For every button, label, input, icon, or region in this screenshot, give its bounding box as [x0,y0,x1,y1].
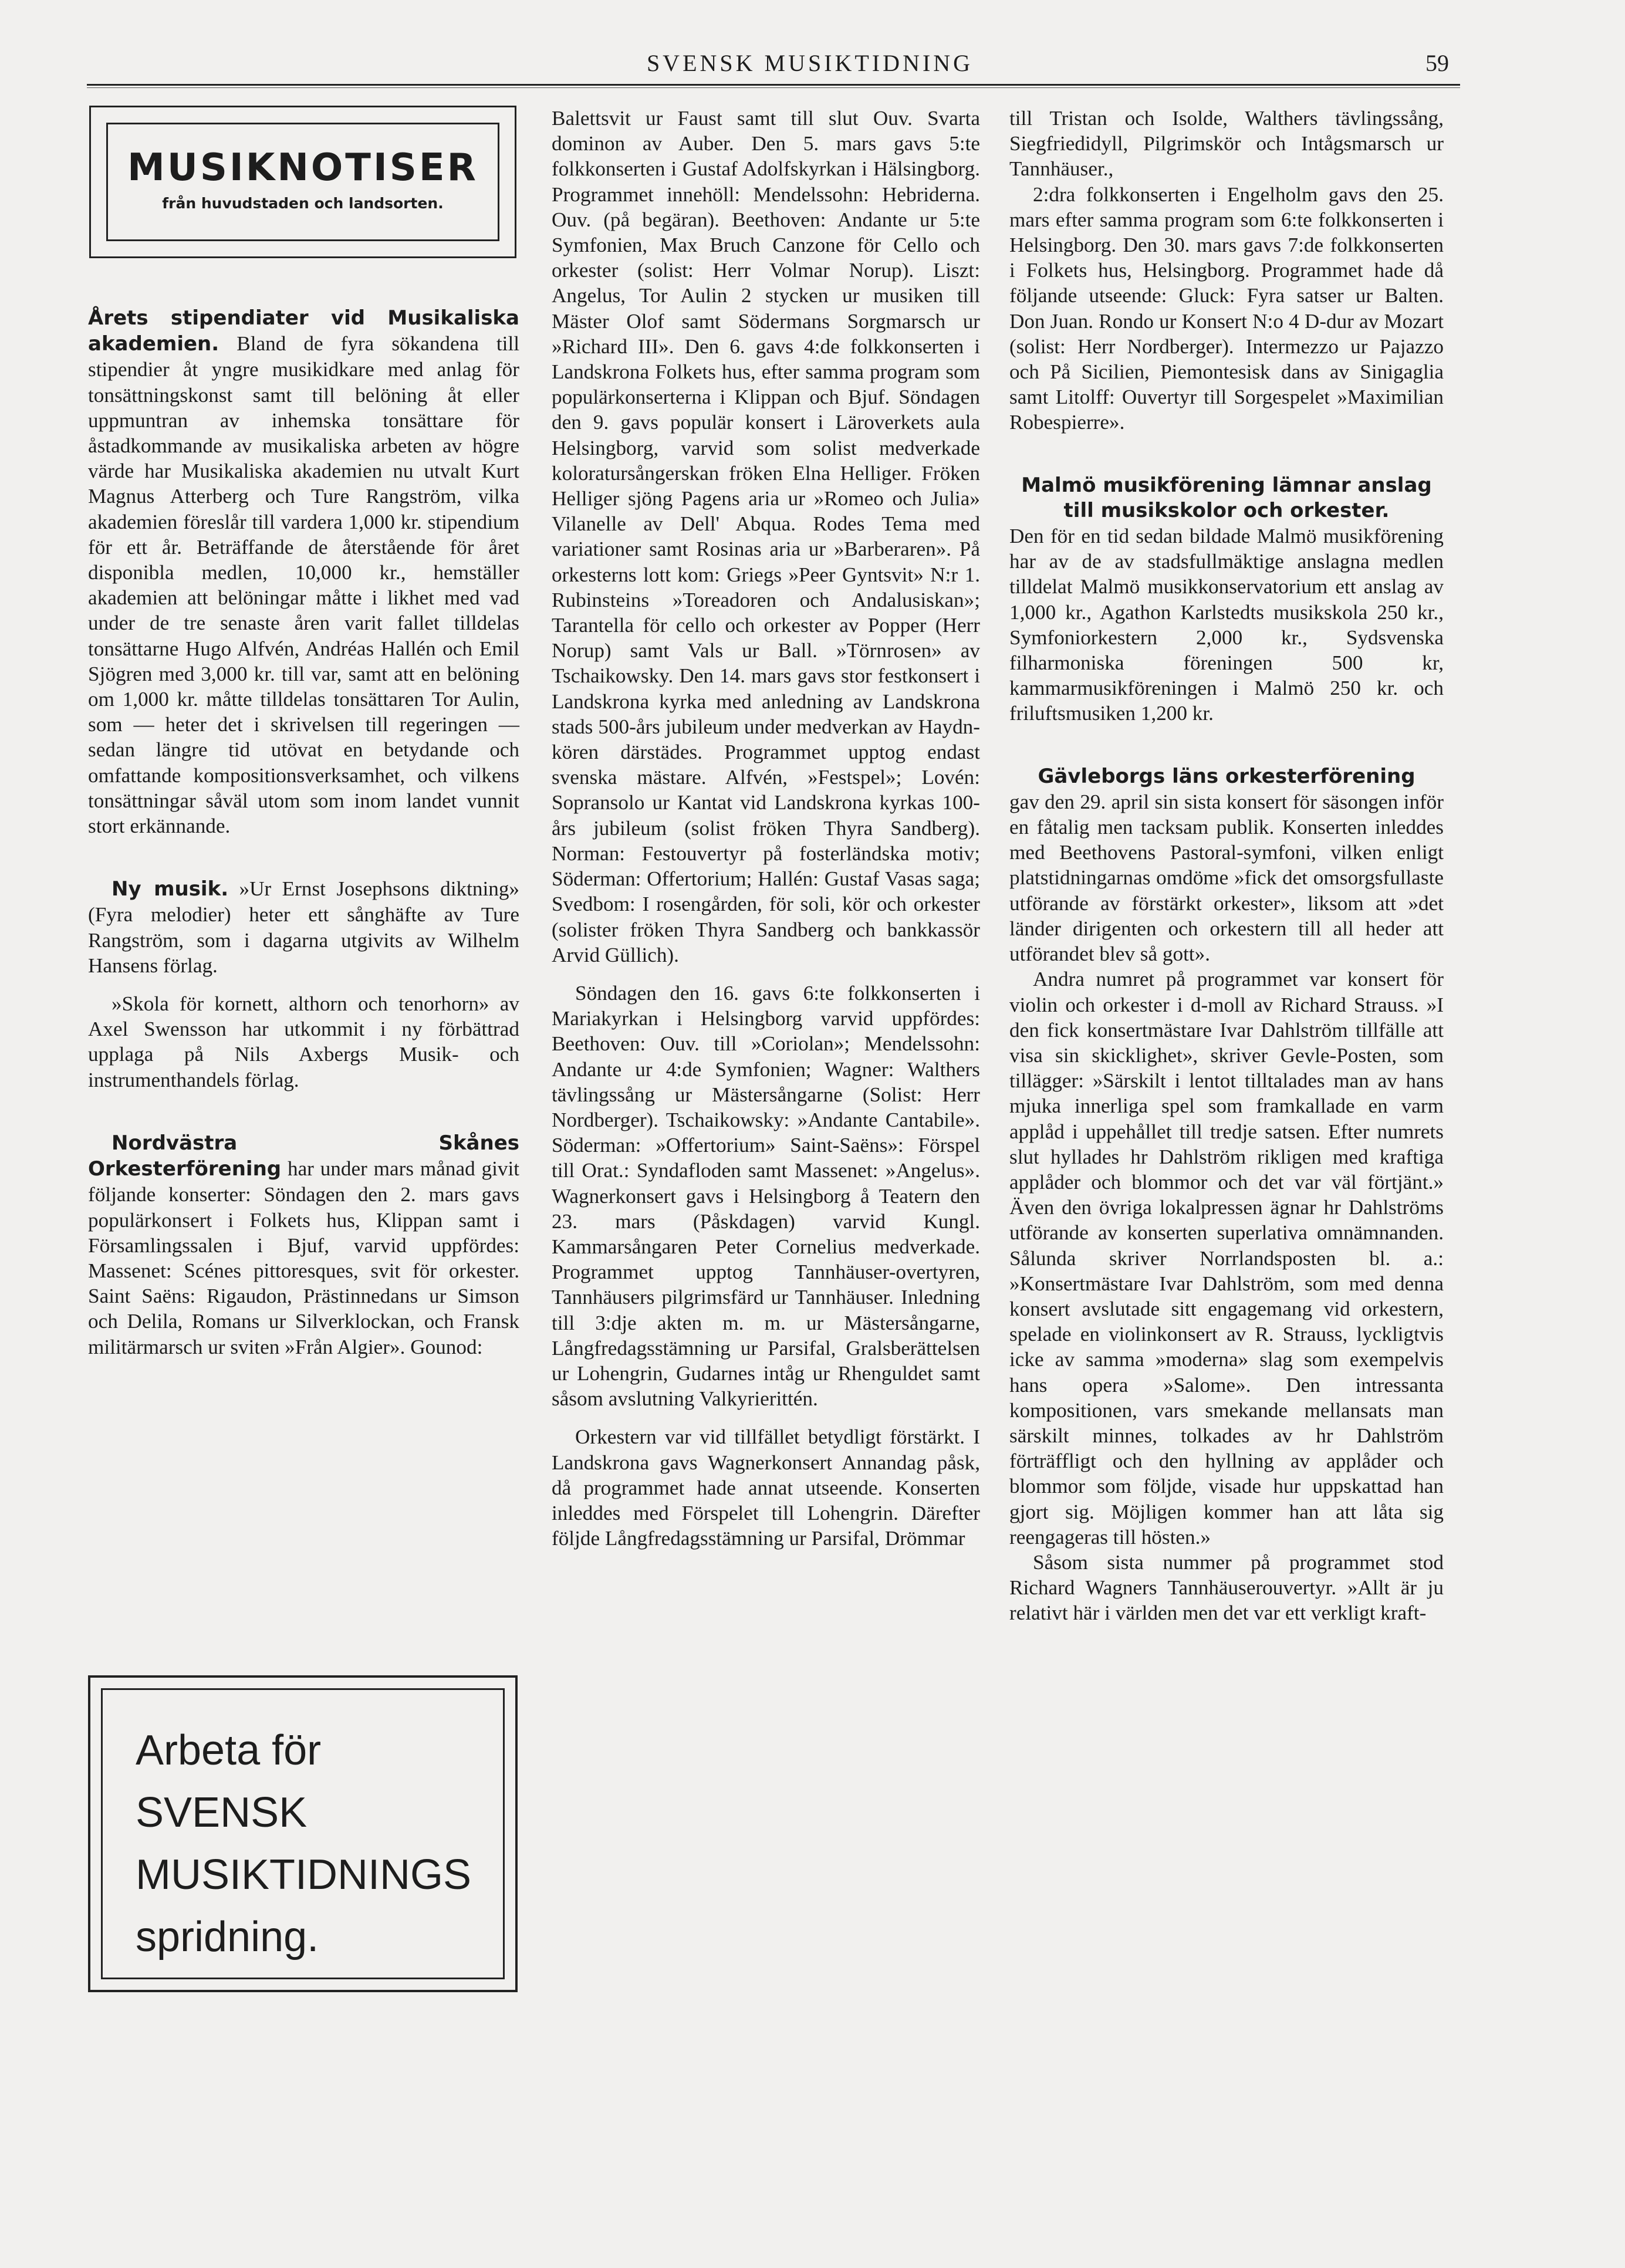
col3-paragraph-1: till Tristan och Isolde, Walthers tävlingssång, Siegfriedidyll, Pilgrimskör och Intågsmarsch ur Tannhäuser., [1009,107,1444,181]
musiknotiser-banner-inner [106,123,499,241]
col2-paragraph-3: Orkestern var vid tillfället betydligt förstärkt. I Landskrona gavs Wagnerkonsert Annandag påsk, då programmet hade annat utseende. Konserten inleddes med Förspelet till Lohengrin. Därefter följde Långfredagsstämning ur Parsifal, Drömmar [552,1425,980,1550]
advertisement-box [88,1675,518,1992]
musiknotiser-banner [89,106,516,258]
header-rule [87,84,1460,88]
article-malmo-text: Den för en tid sedan bildade Malmö musikförening har av de av stadsfullmäktige anslagna medlen tilldelat Malmö musikkonservatorium ett anslag av 1,000 kr., Agathon Karlstedts musikskola 250 kr., Symfoniorkestern 2,000 kr., Sydsvenska filharmoniska föreningen 500 kr, kammarmusikföreningen i Malmö 250 kr. och friluftsmusiken 1,200 kr. [1009,525,1444,725]
article-ny-musik-heading: Ny musik. [112,877,229,901]
ad-line-4: spridning. [136,1914,319,1961]
article-ny-musik [88,876,519,978]
col2-paragraph-2: Söndagen den 16. gavs 6:te folkkonserten i Mariakyrkan i Helsingborg varvid uppfördes: Beethoven: Ouv. till »Coriolan»; Mendelssohn: Andante ur 4:de Symfonien; Wagner: Walthers tävlingssång ur Mästersångarne (Solist: Herr Nordberger). Tschaikowsky: »Andante Cantabile». Söderman: »Offertorium» Saint-Saëns»: Förspel till Orat.: Syndafloden samt Massenet: »Angelus». Wagnerkonsert gavs i Helsingborg å Teatern den 23. mars (Påskdagen) varvid Kungl. Kammarsångaren Peter Cornelius medverkade. Programmet upptog Tannhäuser-overtyren, Tannhäusers pilgrimsfärd ur Tannhäuser. Inledning till 3:dje akten m. m. ur Mästersångarne, Långfredagsstämning ur Parsifal, Gralsberättelsen ur Lohengrin, Gudarnes intåg ur Rhenguldet samt såsom avslutning Valkyrierittén. [552,981,980,1411]
article-stipendiater-text: Bland de fyra sökandena till stipendier åt yngre musikidkare med anlag för tonsättningskonst samt till belöning åt eller uppmuntran av inhemska tonsättare för åstadkommande av musikaliska arbeten av högre värde har Musikaliska akademien nu utvalt Kurt Magnus Atterberg och Ture Rangström, vilka akademien föreslår till vardera 1,000 kr. stipendium för ett år. Beträffande de återstående för året disponibla medlen, 10,000 kr., hemställer akademien att belöningar måtte i likhet med vad under de tre senaste åren varit fallet tilldelas tonsättarne Hugo Alfvén, Andréas Hallén och Emil Sjögren med 3,000 kr. till var, samt att en belöning om 1,000 kr. måtte tilldelas tonsättaren Tor Aulin, som — heter det i skrivelsen till regeringen — sedan längre tid utövat en betydande och omfattande kompositionsverksamhet, och vilkens tonsättningar såväl utom som inom landet vunnit stort erkännande. [88,332,520,838]
ad-line-1: Arbeta för [136,1727,322,1774]
column-3 [1009,106,1444,1626]
musiknotiser-title: MUSIKNOTISER [127,146,478,190]
article-nordvastra-heading: Nordvästra Skånes Orkesterförening [88,1131,519,1181]
article-malmo-heading: Malmö musikförening lämnar anslag till musikskolor och orkester. [1021,473,1432,522]
col2-paragraph-1: Balettsvit ur Faust samt till slut Ouv. Svarta dominon av Auber. Den 5. mars gavs 5:te folkkonserten i Gustaf Adolfskyrkan i Hälsingborg. Programmet innehöll: Mendelssohn: Hebriderna. Ouv. (på begäran). Beethoven: Andante ur 5:te Symfonien, Max Bruch Canzone för Cello och orkester (solist: Herr Volmar Norup). Liszt: Angelus, Tor Aulin 2 stycken ur musiken till Mäster Olof samt Södermans Sorgmarsch ur »Richard III». Den 6. gavs 4:de folkkonserten i Landskrona Folkets hus, efter samma program som populärkonserterna i Klippan och Bjuf. Söndagen den 9. gavs populär konsert i Läroverkets aula Helsingborg, varvid som solist medverkade koloratursångerskan fröken Elna Helliger. Fröken Helliger sjöng Pagens aria ur »Romeo och Julia» Vilanelle av Dell' Abqua. Rodes Tema med variationer samt Rosinas aria ur »Barberaren». På orkesterns lott kom: Griegs »Peer Gyntsvit» N:r 1. Rubinsteins »Toreadoren och Andalusiskan»; Tarantella för cello och orkester av Popper (Herr Norup) samt Vals ur Ball. »Törnrosen» av Tschaikowsky. Den 14. mars gavs stor festkonsert i Landskrona kyrka med anledning av Landskrona stads 500-års jubileum under medverkan av Haydn-kören därstädes. Programmet upptog endast svenska mästare. Alfvén, »Festspel»; Lovén: Sopransolo ur Kantat vid Landskrona kyrkas 100-års jubileum (solist fröken Thyra Sandberg). Norman: Festouvertyr på fosterländska motiv; Söderman: Offertorium; Hallén: Gustaf Vasas saga; Svedbom: I rosengården, för soli, kör och orkester (solister fröken Thyra Sandberg och bankkassör Arvid Güllich). [552,107,980,966]
article-nordvastra [88,1130,519,1360]
article-gavleborg-heading: Gävleborgs läns orkesterförening [1038,764,1415,788]
page-header-title: SVENSK MUSIKTIDNING [646,50,974,76]
advertisement-inner [101,1688,505,1979]
article-ny-musik-para2: »Skola för kornett, althorn och tenorhorn» av Axel Swensson har utkommit i ny förbättrad upplaga på Nils Axbergs Musik- och instrumenthandels förlag. [88,992,519,1091]
col3-paragraph-4: Andra numret på programmet var konsert för violin och orkester i d-moll av Richard Strauss. »I den fick konsertmästare Ivar Dahlström tillfälle att visa sin skicklighet», skriver Gevle-Posten, som tillägger: »Särskilt i lentot tilltalades man av hans mjuka innerliga spel som framkallade en varm applåd i uppehållet till tredje satsen. Efter numrets slut hyllades hr Dahlström rikligen med kraftiga applåder och blommor och det var väl förtjänt.» Även den övriga lokalpressen ägnar hr Dahlströms utförande av konserten superlativa omnämnanden. Sålunda skriver Norrlandsposten bl. a.: »Konsertmästare Ivar Dahlström, som med denna konsert avslutade sitt engagemang vid orkestern, spelade en violinkonsert av R. Strauss, lyckligtvis icke av samma »moderna» slag som exempelvis hans opera »Salome». Den intressanta kompositionen, vars smekande mellansats man särskilt minnes, tolkades av hr Dahlström förträffligt och den hyllning av applåder och blommor som följde, visade hur uppskattad han gjort sig. Möjligen kommer han att låta sig reengageras till hösten.» [1009,968,1444,1549]
column-1 [88,106,519,1360]
column-2 [552,106,980,1551]
article-stipendiater-heading: Årets stipendiater vid Musikaliska akademien. [88,306,519,356]
article-stipendiater [88,305,519,839]
col3-paragraph-5: Såsom sista nummer på programmet stod Richard Wagners Tannhäuserouvertyr. »Allt är ju relativt här i världen men det var ett verkligt kraft- [1009,1550,1444,1625]
article-nordvastra-text: har under mars månad givit följande konserter: Söndagen den 2. mars gavs populärkonsert i Folkets hus, Klippan samt i Församlingssalen i Bjuf, varvid uppfördes: Massenet: Scénes pittoresques, svit för orkester. Saint Saëns: Rigaudon, Prästinnedans ur Simson och Delila, Romans ur Silverklockan, och Fransk militärmarsch ur sviten »Från Algier». Gounod: [88,1157,519,1358]
article-gavleborg-text: gav den 29. april sin sista konsert för säsongen inför en fåtalig men tacksam publik. Konserten inleddes med Beethovens Pastoral-symfoni, vilken enligt platstidningarnas omdöme »fick det omsorgsfullaste utförande av förstärkt orkester», liksom att »det länder dirigenten och orkestern till all heder att utförandet blev så gott». [1009,790,1444,966]
ad-line-2: SVENSK [136,1789,308,1836]
article-ny-musik-text: »Ur Ernst Josephsons diktning» (Fyra melodier) heter ett sånghäfte av Ture Rangström, som i dagarna utgivits av Wilhelm Hansens förlag. [88,877,519,977]
musiknotiser-subtitle: från huvudstaden och landsorten. [162,195,444,212]
ad-line-3: MUSIKTIDNINGS [136,1851,472,1898]
col3-paragraph-2: 2:dra folkkonserten i Engelholm gavs den 25. mars efter samma program som 6:te folkkonserten i Helsingborg. Den 30. mars gavs 7:de folkkonserten i Folkets hus, Helsingborg. Programmet hade då följande utseende: Gluck: Fyra satser ur Balten. Don Juan. Rondo ur Konsert N:o 4 D-dur av Mozart (solist: Herr Nordberger). Intermezzo ur Pajazzo och På Sicilien, Piemontesisk dans av Sinigaglia samt Litolff: Ouvertyr till Sorgespelet »Maximilian Robespierre». [1009,182,1444,434]
page-number: 59 [1425,50,1449,76]
